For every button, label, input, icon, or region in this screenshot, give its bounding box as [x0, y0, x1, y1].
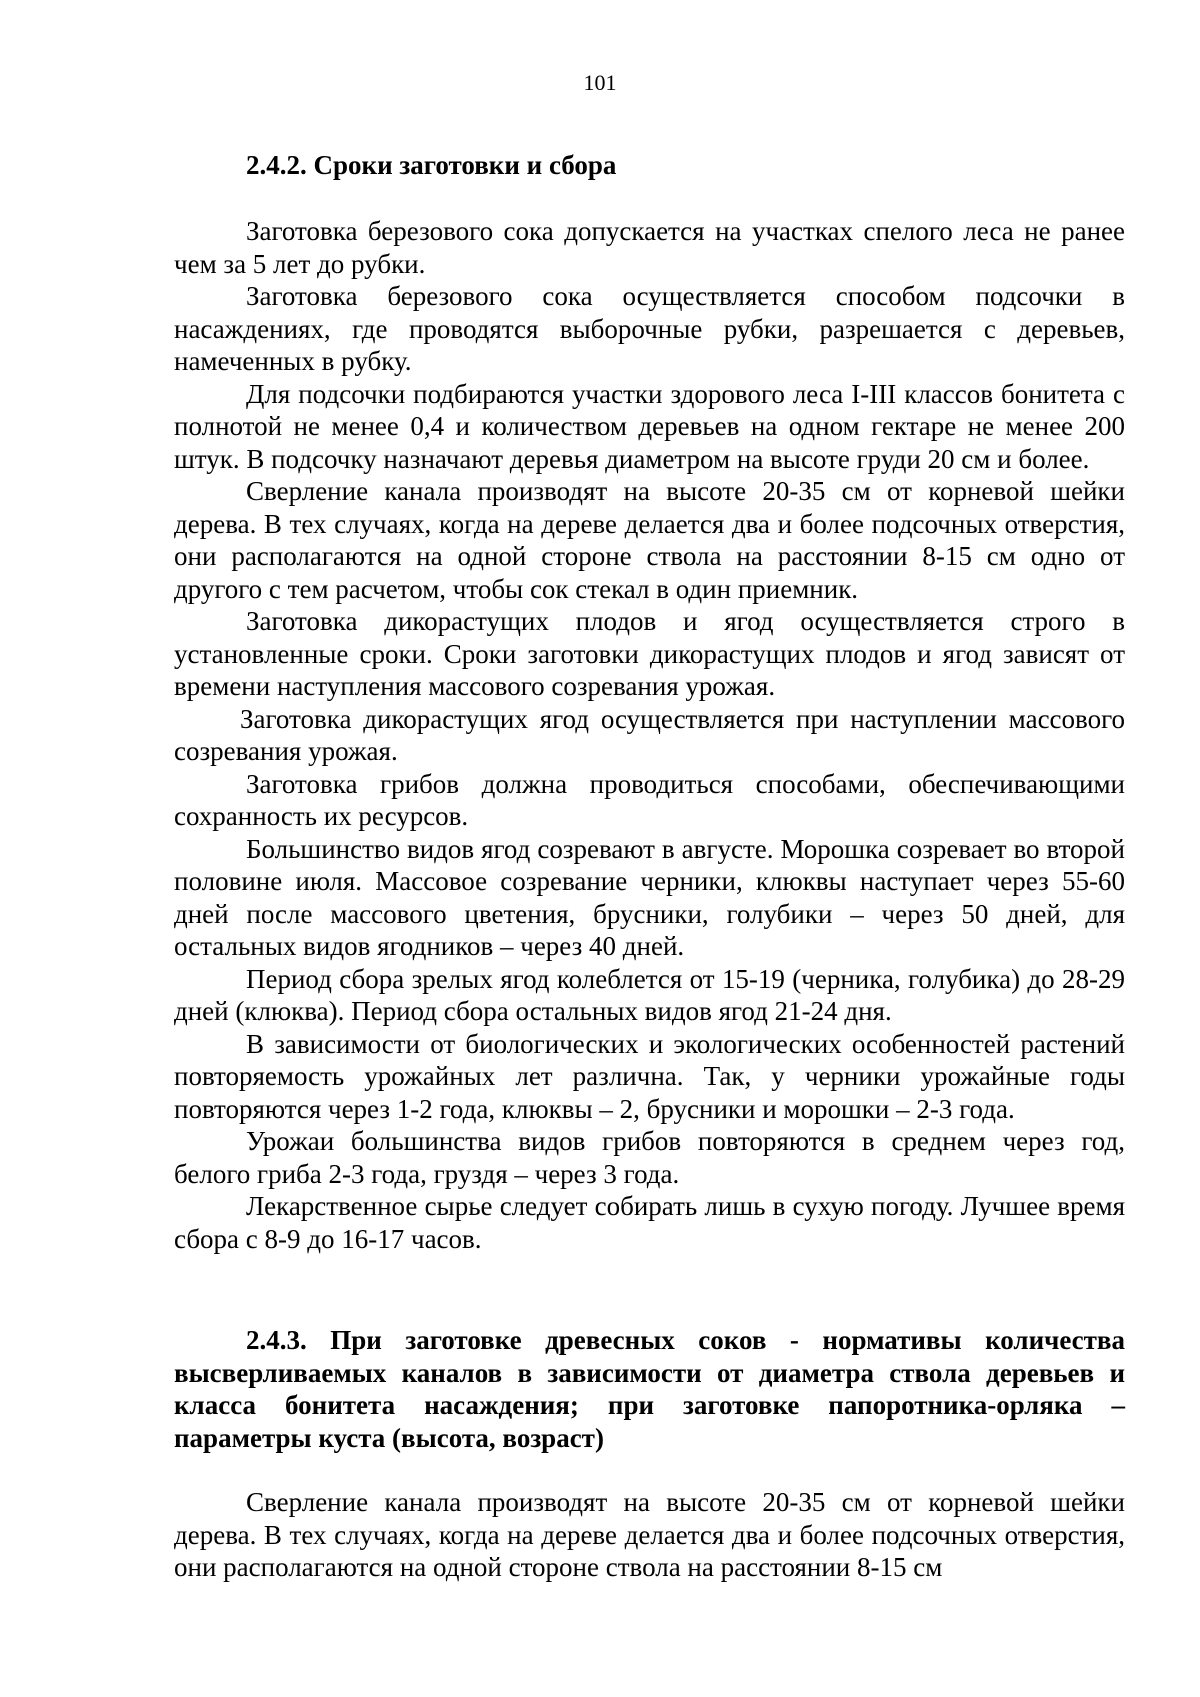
section-heading-2-4-2: 2.4.2. Сроки заготовки и сбора: [246, 150, 617, 180]
section-body-2-4-3: [174, 1486, 1125, 1584]
paragraph: Лекарственное сырье следует собирать лишь в сухую погоду. Лучшее время сбора с 8-9 до 16-17 часов.: [174, 1191, 1125, 1254]
section-body-2-4-2: [174, 215, 1125, 1255]
paragraph: Заготовка дикорастущих плодов и ягод осуществляется строго в установленные сроки. Сроки заготовки дикорастущих плодов и ягод зависят от времени наступления массового созревания урожая.: [174, 606, 1125, 701]
paragraph: В зависимости от биологических и экологических особенностей растений повторяемость урожайных лет различна. Так, у черники урожайные годы повторяются через 1-2 года, клюквы – 2, брусники и морошки – 2-3 года.: [174, 1028, 1125, 1124]
paragraph: Заготовка березового сока допускается на участках спелого леса не ранее чем за 5 лет до рубки.: [174, 216, 1125, 279]
paragraph: Для подсочки подбираются участки здорового леса I-III классов бонитета с полнотой не менее 0,4 и количеством деревьев на одном гектаре не менее 200 штук. В подсочку назначают деревья диаметром на высоте груди 20 см и более.: [174, 378, 1125, 474]
paragraph: Большинство видов ягод созревают в августе. Морошка созревает во второй половине июля. Массовое созревание черники, клюквы наступает через 55-60 дней после массового цветения, брусники, голубики – через 50 дней, для остальных видов ягодников – через 40 дней.: [174, 833, 1125, 961]
paragraph: Заготовка грибов должна проводиться способами, обеспечивающими сохранность их ресурсов.: [174, 768, 1125, 831]
paragraph: Сверление канала производят на высоте 20-35 см от корневой шейки дерева. В тех случаях, когда на дереве делается два и более подсочных отверстия, они располагаются на одной стороне ствола на расстоянии 8-15 см одно от другого с тем расчетом, чтобы сок стекал в один приемник.: [174, 476, 1125, 604]
paragraph: Заготовка березового сока осуществляется способом подсочки в насаждениях, где проводятся выборочные рубки, разрешается с деревьев, намеченных в рубку.: [174, 281, 1125, 376]
paragraph: Заготовка дикорастущих ягод осуществляется при наступлении массового созревания урожая.: [174, 703, 1125, 766]
page-number: 101: [583, 70, 617, 95]
paragraph: Сверление канала производят на высоте 20-35 см от корневой шейки дерева. В тех случаях, когда на дереве делается два и более подсочных отверстия, они располагаются на одной стороне ствола на расстоянии 8-15 см: [174, 1487, 1125, 1582]
section-heading-2-4-3: 2.4.3. При заготовке древесных соков - нормативы количества высверливаемых каналов в зависимости от диаметра ствола деревьев и класса бонитета насаждения; при заготовке папоротника-орляка – параметры куста (высота, возраст): [174, 1325, 1125, 1453]
paragraph: Период сбора зрелых ягод колеблется от 15-19 (черника, голубика) до 28-29 дней (клюква). Период сбора остальных видов ягод 21-24 дня.: [174, 963, 1125, 1026]
paragraph: Урожаи большинства видов грибов повторяются в среднем через год, белого гриба 2-3 года, груздя – через 3 года.: [174, 1126, 1125, 1189]
